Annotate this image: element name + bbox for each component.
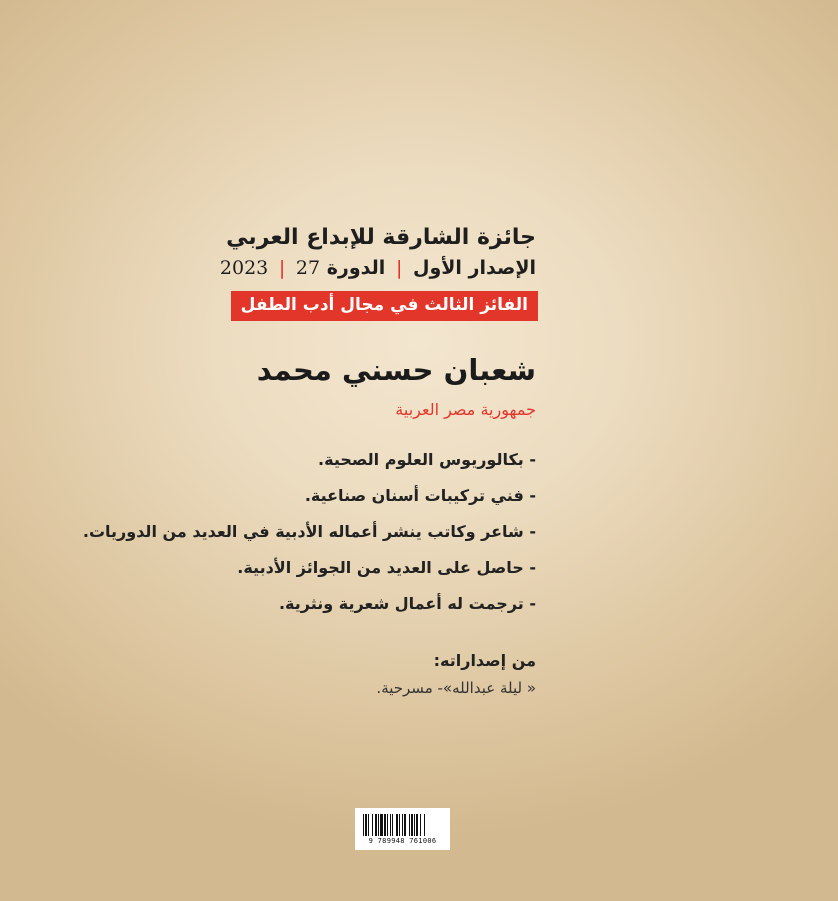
barcode-bar (368, 814, 369, 836)
prize-title: جائزة الشارقة للإبداع العربي (226, 225, 536, 250)
isbn-barcode (355, 808, 450, 850)
barcode-bar (372, 814, 373, 836)
bio-item: - ترجمت له أعمال شعرية ونثرية. (278, 594, 536, 613)
author-bio-list (83, 446, 536, 626)
author-country: جمهورية مصر العربية (395, 400, 536, 419)
author-name: شعبان حسني محمد (256, 353, 536, 387)
barcode-bar (399, 814, 400, 836)
barcode-bar (365, 814, 367, 836)
barcode-bar (420, 814, 421, 836)
barcode-bar (363, 814, 364, 836)
barcode-bar (414, 814, 415, 836)
barcode-digits: 9 789948 761006 (368, 837, 437, 845)
barcode-bar (409, 814, 410, 836)
barcode-bar (384, 814, 386, 836)
session-number: 27 (295, 257, 321, 279)
barcode-bar (390, 814, 391, 836)
year-separator: | (278, 257, 286, 279)
barcode-bar (392, 814, 393, 836)
barcode-bar (411, 814, 413, 836)
barcode-bar (402, 814, 403, 836)
barcode-bar (380, 814, 383, 836)
publication-item: « ليلة عبدالله»- مسرحية. (376, 679, 536, 697)
prize-year: 2023 (219, 257, 269, 279)
bio-item: - فني تركيبات أسنان صناعية. (304, 486, 536, 505)
barcode-bar (387, 814, 388, 836)
barcode-bar (424, 814, 425, 836)
barcode-bar (378, 814, 379, 836)
barcode-bar (396, 814, 398, 836)
edition-line (220, 257, 536, 279)
award-banner: الفائز الثالث في مجال أدب الطفل (231, 291, 538, 321)
publications-heading: من إصداراته: (433, 651, 536, 670)
barcode-bar (404, 814, 406, 836)
bio-item: - حاصل على العديد من الجوائز الأدبية. (237, 558, 536, 577)
bio-item: - شاعر وكاتب ينشر أعماله الأدبية في العديد من الدوريات. (82, 522, 536, 541)
edition-label: الإصدار الأول (412, 257, 536, 279)
edition-separator: | (395, 257, 403, 279)
session-label: الدورة (326, 257, 386, 279)
barcode-bar (416, 814, 418, 836)
barcode-bars (363, 814, 442, 836)
barcode-bar (375, 814, 377, 836)
bio-item: - بكالوريوس العلوم الصحية. (318, 450, 536, 469)
